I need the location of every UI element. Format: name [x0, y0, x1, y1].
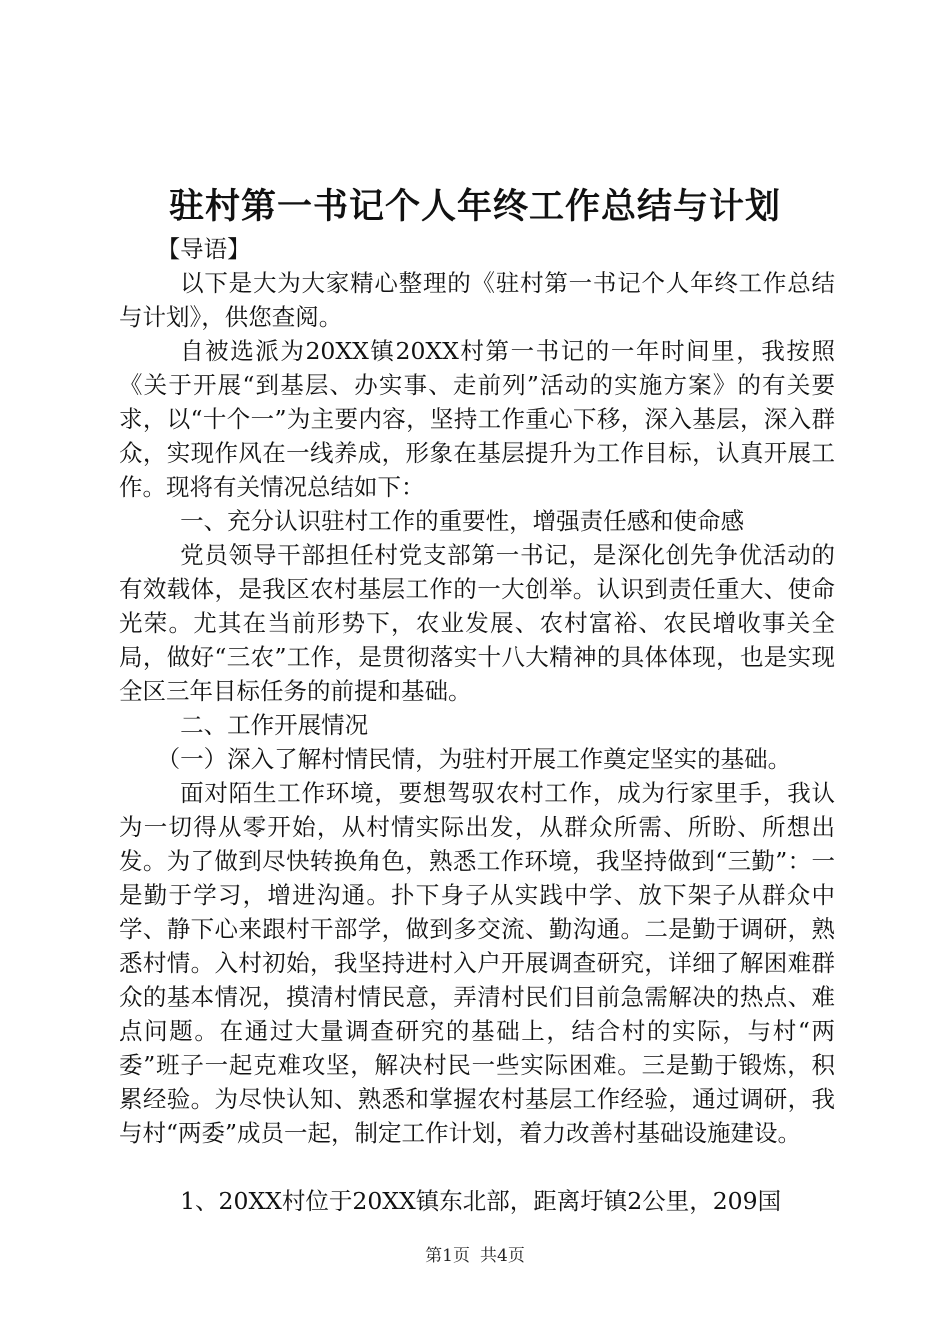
document-body — [119, 232, 835, 1218]
document-title: 驻村第一书记个人年终工作总结与计划 — [168, 186, 781, 227]
overview-paragraph: 自被选派为20XX镇20XX村第一书记的一年时间里，我按照《关于开展“到基层、办实事、走前列”活动的实施方案》的有关要求，以“十个一”为主要内容，坚持工作重心下移，深入基层，深入群众，实现作风在一线养成，形象在基层提升为工作目标，认真开展工作。现将有关情况总结如下： — [119, 337, 835, 501]
section-1-paragraph: 党员领导干部担任村党支部第一书记，是深化创先争优活动的有效载体，是我区农村基层工作的一大创举。认识到责任重大、使命光荣。尤其在当前形势下，农业发展、农村富裕、农民增收事关全局，做好“三农”工作，是贯彻落实十八大精神的具体体现，也是实现全区三年目标任务的前提和基础。 — [119, 541, 835, 705]
intro-label: 【导语】 — [156, 235, 251, 263]
item-1-paragraph: 1、20XX村位于20XX镇东北部，距离圩镇2公里，209国 — [180, 1187, 782, 1215]
subsection-1-paragraph: 面对陌生工作环境，要想驾驭农村工作，成为行家里手，我认为一切得从零开始，从村情实际出发，从群众所需、所盼、所想出发。为了做到尽快转换角色，熟悉工作环境，我坚持做到“三勤”：一是勤于学习，增进沟通。扑下身子从实践中学、放下架子从群众中学、静下心来跟村干部学，做到多交流、勤沟通。二是勤于调研，熟悉村情。入村初始，我坚持进村入户开展调查研究，详细了解困难群众的基本情况，摸清村情民意，弄清村民们目前急需解决的热点、难点问题。在通过大量调查研究的基础上，结合村的实际，与村“两委”班子一起克难攻坚，解决村民一些实际困难。三是勤于锻炼，积累经验。为尽快认知、熟悉和掌握农村基层工作经验，通过调研，我与村“两委”成员一起，制定工作计划，着力改善村基础设施建设。 — [119, 779, 835, 1147]
subsection-heading-1: （一）深入了解村情民情，为驻村开展工作奠定坚实的基础。 — [156, 745, 792, 773]
page-total: 共4页 — [480, 1246, 525, 1266]
section-heading-2: 二、工作开展情况 — [180, 711, 369, 739]
section-heading-1: 一、充分认识驻村工作的重要性，增强责任感和使命感 — [180, 507, 745, 535]
page-footer — [0, 1244, 950, 1268]
page-number: 第1页 — [425, 1246, 470, 1266]
intro-paragraph: 以下是大为大家精心整理的《驻村第一书记个人年终工作总结与计划》，供您查阅。 — [119, 269, 835, 331]
